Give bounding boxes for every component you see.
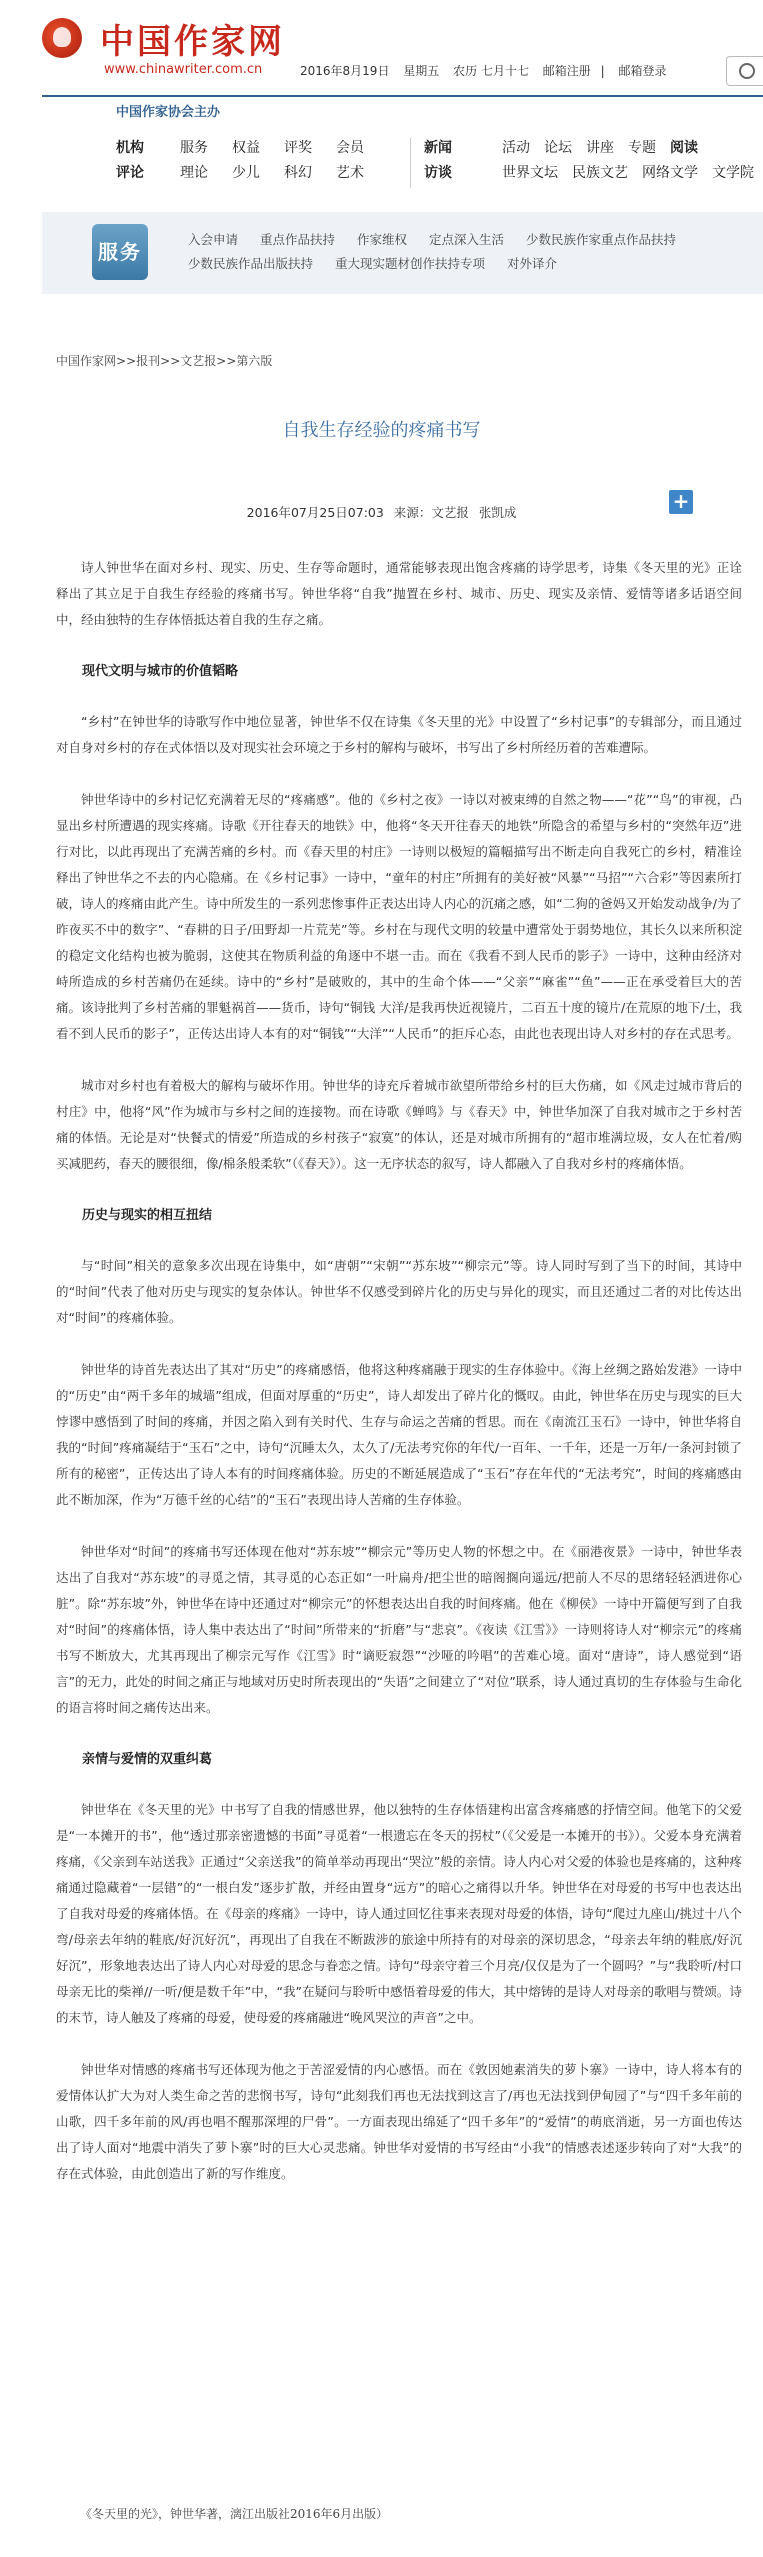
- service-link[interactable]: 少数民族作家重点作品扶持: [526, 232, 677, 247]
- breadcrumb-item[interactable]: 中国作家网: [56, 354, 117, 368]
- article-paragraph: 钟世华对“时间”的疼痛书写还体现在他对“苏东坡”“柳宗元”等历史人物的怀想之中。在《丽港夜景》一诗中，钟世华表达出了自我对“苏东坡”的寻觅之情，其寻觅的心态正如“一叶扁舟/把尘世的暗阁搁向遥远/把前人不尽的思绪轻轻洒进你心脏”。除“苏东坡”外，钟世华在诗中还通过对“柳宗元”的怀想表达出自我的时间疼痛。他在《柳侯》一诗中开篇便写到了自我对“时间”的疼痛体悟，诗人集中表达出了“时间”所带来的“折磨”与“悲哀”。《夜读《江雪》》一诗则将诗人对“柳宗元”的疼痛书写不断放大，尤其再现出了柳宗元写作《江雪》时“谪贬寂怨”“沙哑的吟唱”的苦难心境。面对“唐诗”，诗人感觉到“语言”的无力，此处的时间之痛正与地域对历史时所表现出的“失语”之间建立了“对位”联系，诗人通过真切的生存体验与生命化的语言将时间之痛传达出来。: [56, 1544, 742, 1715]
- header-divider: [42, 95, 763, 97]
- date-bar: [300, 62, 673, 79]
- main-nav-right: [424, 136, 763, 186]
- plus-icon[interactable]: +: [669, 490, 693, 514]
- nav-item[interactable]: 民族文艺: [572, 165, 628, 181]
- nav-row: [424, 161, 763, 186]
- section-heading: 亲情与爱情的双重纠葛: [82, 1752, 213, 1767]
- nav-item[interactable]: 科幻: [284, 165, 312, 181]
- article-paragraph: 城市对乡村也有着极大的解构与破坏作用。钟世华的诗充斥着城市欲望所带给乡村的巨大伤痛，如《风走过城市背后的村庄》中，他将“风”作为城市与乡村之间的连接物。而在诗歌《蝉鸣》与《春天》中，钟世华加深了自我对城市之于乡村苦痛的体悟。无论是对“快餐式的情爱”所造成的乡村孩子“寂寞”的体认，还是对城市所拥有的“超市堆满垃圾，女人在忙着/购买减肥药，春天的腰很细，像/棉条般柔软”（《春天》）。这一无序状态的叙写，诗人都融入了自我对乡村的疼痛体悟。: [56, 1078, 742, 1171]
- service-link[interactable]: 入会申请: [188, 232, 239, 247]
- nav-item[interactable]: 活动: [502, 140, 530, 156]
- article-source: 来源：文艺报: [393, 505, 469, 520]
- divider: |: [600, 64, 605, 78]
- service-link[interactable]: 作家维权: [357, 232, 408, 247]
- nav-row: [424, 136, 763, 161]
- article-paragraph: 与“时间”相关的意象多次出现在诗集中，如“唐朝”“宋朝”“苏东坡”“柳宗元”等。诗人同时写到了当下的时间，其诗中的“时间”代表了他对历史与现实的复杂体认。钟世华不仅感受到碎片化的历史与异化的现实，而且还通过二者的对比传达出对“时间”的疼痛体验。: [56, 1258, 742, 1325]
- nav-row: [116, 161, 388, 186]
- nav-item[interactable]: 会员: [336, 140, 364, 156]
- article-paragraph: 钟世华的诗首先表达出了其对“历史”的疼痛感悟，他将这种疼痛融于现实的生存体验中。《海上丝绸之路始发港》一诗中的“历史”由“两千多年的城墙”组成，但面对厚重的“历史”，诗人却发出了碎片化的慨叹。由此，钟世华在历史与现实的巨大悖谬中感悟到了时间的疼痛，并因之陷入到有关时代、生存与命运之苦痛的哲思。而在《南流江玉石》一诗中，钟世华将自我的“时间”疼痛凝结于“玉石”之中，诗句“沉睡太久，太久了/无法考究你的年代/一百年、一千年，还是一万年/一条河封锁了所有的秘密”，正传达出了诗人本有的时间疼痛体验。历史的不断延展造成了“玉石”存在年代的“无法考究”，时间的疼痛感由此不断加深，作为“万德千丝的心结”的“玉石”表现出诗人苦痛的生存体验。: [56, 1362, 742, 1507]
- weekday-text: 星期五: [403, 64, 440, 78]
- site-url[interactable]: www.chinawriter.com.cn: [104, 62, 263, 77]
- breadcrumb-separator: >>: [116, 354, 137, 368]
- section-heading: 历史与现实的相互扭结: [82, 1208, 213, 1223]
- search-input[interactable]: [726, 56, 763, 86]
- article-paragraph: 钟世华在《冬天里的光》中书写了自我的情感世界，他以独特的生存体悟建构出富含疼痛感的抒情空间。他笔下的父爱是“一本摊开的书”，他“透过那亲密遗憾的书面”寻觅着“一根遗忘在冬天的拐杖”（《父爱是一本摊开的书》）。父爱本身充满着疼痛，《父亲到车站送我》正通过“父亲送我”的简单举动再现出“哭泣”般的亲情。诗人内心对父爱的体验也是疼痛的，这种疼痛通过隐藏着“一层错”的“一根白发”逐步扩散，并经由置身“远方”的暗心之痛得以升华。钟世华在对母爱的书写中也表达出了自我对母爱的疼痛体悟。在《母亲的疼痛》一诗中，诗人通过回忆往事来表现对母爱的体悟，诗句“爬过九座山/挑过十八个弯/母亲去年纳的鞋底/好沉好沉”，再现出了自我在不断跋涉的旅途中所持有的对母亲的深切思念，“母亲去年纳的鞋底/好沉好沉”，形象地表达出了诗人内心对母爱的思念与眷恋之情。诗句“母亲守着三个月亮/仅仅是为了一个圆吗？”与“我聆听/村口母亲无比的柴禅//一听/便是数千年”中，“我”在疑问与聆听中感悟着母爱的伟大，其中熔铸的是诗人对母亲的歌唱与赞颂。诗的末节，诗人触及了疼痛的母爱，使母爱的疼痛融进“晚风哭泣的声音”之中。: [56, 1802, 742, 2025]
- article-meta: [0, 503, 763, 521]
- article-paragraph: 钟世华诗中的乡村记忆充满着无尽的“疼痛感”。他的《乡村之夜》一诗以对被束缚的自然之物——“花”“鸟”的审视，凸显出乡村所遭遇的现实疼痛。诗歌《开往春天的地铁》中，他将“冬天开往春天的地铁”所隐含的希望与乡村的“突然年迈”进行对比，以此再现出了充满苦痛的乡村。而《春天里的村庄》一诗则以极短的篇幅描写出不断走向自我死亡的乡村，精准诠释出了钟世华之不去的内心隐痛。在《乡村记事》一诗中，“童年的村庄”所拥有的美好被“风暴”“马招”“六合彩”等因素所打破，诗人的疼痛由此产生。诗中所发生的一系列悲惨事件正表达出诗人内心的沉痛之感，如“二狗的爸妈又开始发动战争/为了昨夜买不中的数字”、“春耕的日子/田野却一片荒芜”等。乡村在与现代文明的较量中遭常处于弱势地位，其长久以来所积淀的稳定文化结构也被为脆弱，这使其在物质利益的角逐中不堪一击。而在《我看不到人民币的影子》一诗中，这种由经济对峙所造成的乡村苦痛仍在延续。诗中的“乡村”是破败的，其中的生命个体——“父亲”“麻雀”“鱼”——正在承受着巨大的苦痛。该诗批判了乡村苦痛的罪魁祸首——货币，诗句“铜钱 大洋/是我再快近视镜片，二百五十度的镜片/在荒原的地下/土，我看不到人民币的影子”，正传达出诗人本有的对“铜钱”“大洋”“人民币”的拒斥心态，由此也表现出诗人对乡村的存在式思考。: [56, 792, 742, 1041]
- breadcrumb-item[interactable]: 文艺报: [180, 354, 217, 368]
- search-icon[interactable]: [739, 63, 755, 79]
- article-body: [56, 555, 742, 2213]
- nav-item[interactable]: 专题: [628, 140, 656, 156]
- nav-item[interactable]: 服务: [180, 140, 208, 156]
- breadcrumb-separator: >>: [216, 354, 237, 368]
- lunar-date-text: 农历 七月十七: [453, 64, 529, 78]
- nav-row: [116, 136, 388, 161]
- nav-item-jigou[interactable]: 机构: [116, 140, 144, 156]
- nav-item-yuedu[interactable]: 阅读: [670, 140, 698, 156]
- service-links: [188, 228, 763, 276]
- nav-item[interactable]: 理论: [180, 165, 208, 181]
- nav-item[interactable]: 权益: [232, 140, 260, 156]
- nav-item[interactable]: 论坛: [544, 140, 572, 156]
- nav-item[interactable]: 文学院: [712, 165, 754, 181]
- nav-item[interactable]: 世界文坛: [502, 165, 558, 181]
- logo-emblem-icon[interactable]: [42, 18, 82, 58]
- breadcrumb: [56, 352, 272, 369]
- login-link[interactable]: 邮箱登录: [618, 64, 667, 78]
- publish-time: 2016年07月25日07:03: [246, 505, 384, 520]
- nav-item[interactable]: 讲座: [586, 140, 614, 156]
- nav-item[interactable]: 艺术: [336, 165, 364, 181]
- article-paragraph: “乡村”在钟世华的诗歌写作中地位显著，钟世华不仅在诗集《冬天里的光》中设置了“乡村记事”的专辑部分，而且通过对自身对乡村的存在式体悟以及对现实社会环境之于乡村的解构与破坏，书写出了乡村所经历着的苦难遭际。: [56, 714, 742, 755]
- nav-divider: [410, 138, 411, 188]
- nav-item-pinglun[interactable]: 评论: [116, 165, 144, 181]
- service-link[interactable]: 对外译介: [507, 256, 558, 271]
- nav-item-fangtan[interactable]: 访谈: [424, 165, 452, 181]
- service-link[interactable]: 重点作品扶持: [260, 232, 336, 247]
- breadcrumb-separator: >>: [160, 354, 181, 368]
- article-title: 自我生存经验的疼痛书写: [282, 420, 481, 441]
- register-link[interactable]: 邮箱注册: [542, 64, 591, 78]
- article-paragraph: 钟世华对情感的疼痛书写还体现为他之于苦涩爱情的内心感悟。而在《敦因她素消失的萝卜寨》一诗中，诗人将本有的爱情体认扩大为对人类生命之苦的悲悯书写，诗句“此刻我们再也无法找到这言了/再也无法找到伊甸园了”与“四千多年前的山歌，四千多年前的风/再也唱不醒那深埋的尸骨”。一方面表现出绵延了“四千多年”的“爱情”的萌底消逝，另一方面也传达出了诗人面对“地震中消失了萝卜寨”时的巨大心灵悲痛。钟世华对爱情的书写经由“小我”的情感表述逐步转向了对“大我”的存在式体验，由此创造出了新的写作维度。: [56, 2062, 742, 2181]
- site-logo-text[interactable]: 中国作家网: [100, 22, 285, 62]
- nav-item[interactable]: 网络文学: [642, 165, 698, 181]
- breadcrumb-item[interactable]: 报刊: [136, 354, 161, 368]
- nav-item-xinwen[interactable]: 新闻: [424, 140, 452, 156]
- article-paragraph: 诗人钟世华在面对乡村、现实、历史、生存等命题时，通常能够表现出饱含疼痛的诗学思考，诗集《冬天里的光》正诠释出了其立足于自我生存经验的疼痛书写。钟世华将“自我”抛置在乡村、城市、历史、现实及亲情、爱情等诸多话语空间中，经由独特的生存体悟抵达着自我的生存之痛。: [56, 560, 742, 627]
- service-link[interactable]: 定点深入生活: [429, 232, 505, 247]
- nav-item[interactable]: 评奖: [284, 140, 312, 156]
- section-heading: 现代文明与城市的价值韬略: [82, 664, 239, 679]
- nav-item[interactable]: 少儿: [232, 165, 260, 181]
- service-badge: 服务: [92, 224, 148, 280]
- breadcrumb-item[interactable]: 第六版: [236, 354, 273, 368]
- main-nav-left: [116, 136, 388, 186]
- host-org-text: 中国作家协会主办: [116, 105, 221, 120]
- service-link[interactable]: 重大现实题材创作扶持专项: [335, 256, 486, 271]
- service-link[interactable]: 少数民族作品出版扶持: [188, 256, 314, 271]
- article-author: 张凯成: [478, 505, 517, 520]
- date-text: 2016年8月19日: [300, 64, 390, 78]
- book-caption: 《冬天里的光》，钟世华著，漓江出版社2016年6月出版）: [80, 2507, 389, 2521]
